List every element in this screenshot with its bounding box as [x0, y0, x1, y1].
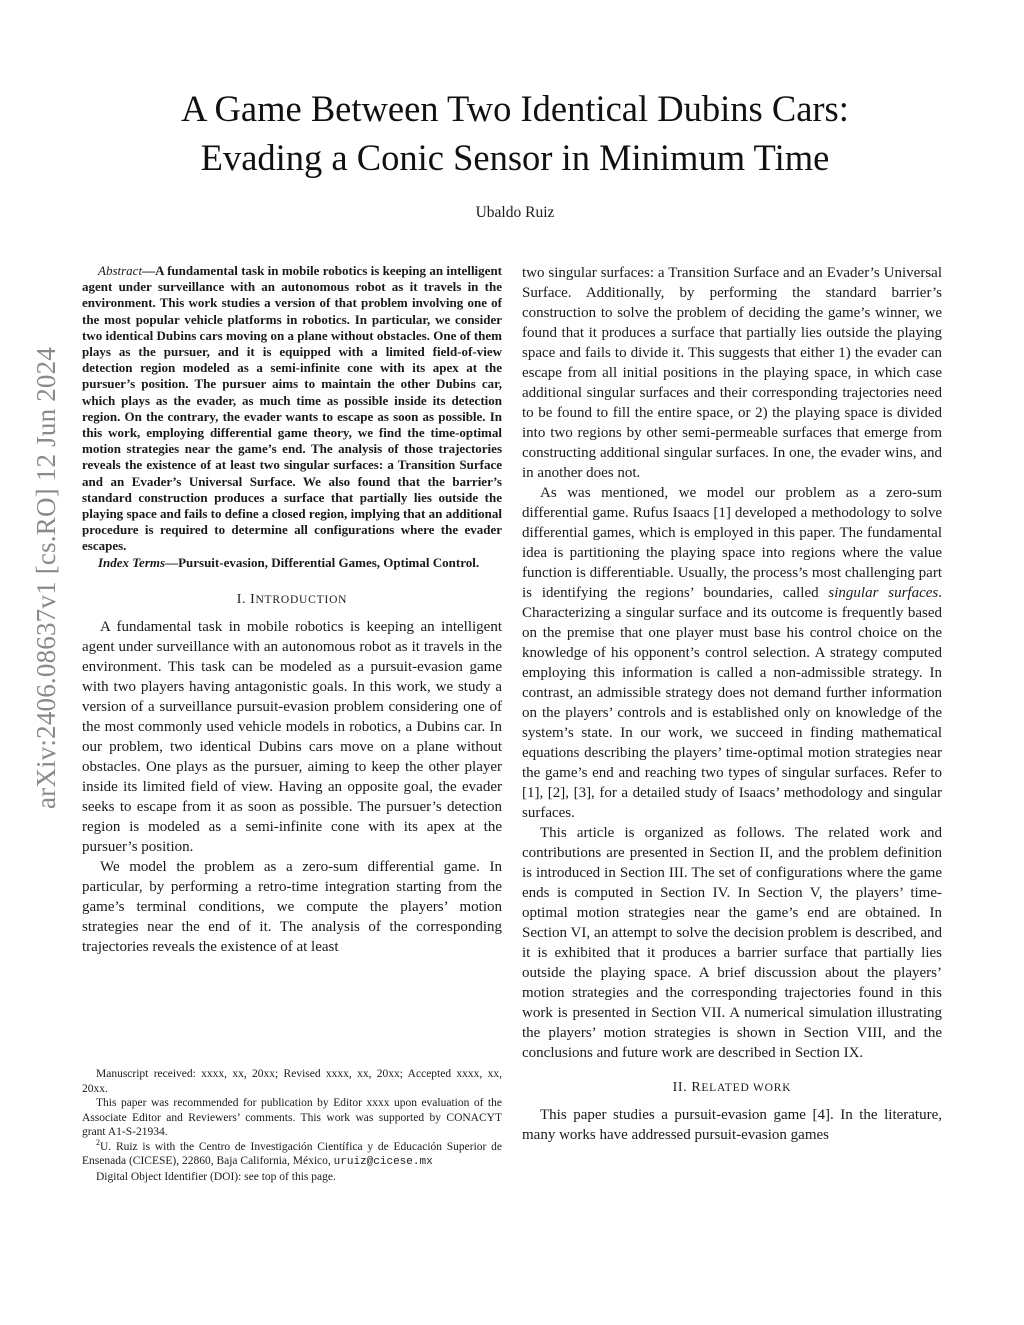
section-numeral: I.: [236, 591, 251, 607]
author-name: Ubaldo Ruiz: [475, 204, 555, 221]
paper-title-line-1: A Game Between Two Identical Dubins Cars:: [181, 88, 849, 129]
abstract-text: A fundamental task in mobile robotics is keeping an intelligent agent under surveillance with an autonomous robot as it travels in the environment. This work studies a version of that problem involving one of the most popular vehicle platforms in robotics. In particular, we consider two identical Dubins cars moving on a plane without obstacles. One of them plays as the pursuer, and it is equipped with a limited field-of-view detection region modeled as a semi-infinite cone with its apex at the pursuer’s position. The pursuer aims to maintain the other Dubins car, which plays as the evader, as much time as possible inside its detection region. On the contrary, the evader wants to escape as soon as possible. In this work, employing differential game theory, we find the time-optimal motion strategies near the game’s end. The analysis of those trajectories reveals the existence of at least two singular surfaces: a Transition Surface and an Evader’s Universal Surface. We also found that the barrier’s standard construction produces a surface that partially lies outside the playing space and fails to define a closed region, implying that an additional procedure is required to determine all configurations where the evader escapes.: [82, 263, 502, 554]
section-heading-related-work: [522, 1079, 942, 1097]
paper-title: [100, 84, 930, 182]
abstract-dash: —: [142, 263, 156, 278]
index-terms-label: Index Terms: [98, 554, 166, 570]
right-column: [522, 263, 942, 1145]
intro-paragraph-3: two singular surfaces: a Transition Surface and an Evader’s Universal Surface. Additionally, by performing the standard barrier’s construction to solve the problem of deciding the game’s winner, we found that it produces a surface that partially lies outside the playing space and fails to divide it. This suggests that either 1) the evader can escape from all initial positions in the playing space, in which case additional singular surfaces and their corresponding trajectories need to be found to fill the entire space, or 2) the playing space is divided into two regions by other semi-permeable surfaces that emerge from constructing additional singular surfaces. In one, the evader wins, and in another does not.: [522, 265, 942, 481]
section-heading-rest: ELATED WORK: [701, 1082, 792, 1094]
intro-paragraph-4-part-1: As was mentioned, we model our problem as a zero-sum differential game. Rufus Isaacs [1] developed a methodology to solve differential games, which is employed in this paper. The fundamental idea is partitioning the playing space into regions where the value function is differentiable. Usually, the process’s most challenging part is identifying the regions’ boundaries, called: [522, 485, 942, 601]
footnotes: [82, 1067, 502, 1184]
index-terms-text: —Pursuit-evasion, Differential Games, Optimal Control.: [165, 554, 480, 570]
section-heading-initial: I: [250, 591, 256, 607]
footnote-mark: 2: [96, 1137, 100, 1147]
related-work-paragraph-1: This paper studies a pursuit-evasion game [4]. In the literature, many works have addressed pursuit-evasion games: [522, 1107, 942, 1143]
footnote-doi: Digital Object Identifier (DOI): see top of this page.: [96, 1170, 336, 1183]
index-terms: [82, 555, 502, 571]
intro-paragraph-4-part-2: . Characterizing a singular surface and its outcome is frequently based on the premise that one player must base his control choice on the knowledge of his opponent’s control selection. A strategy computed employing this information is called a non-admissible strategy. In contrast, an admissible strategy does not demand further information on the players’ controls and is established only on knowledge of the system’s state. In our work, we succeed in finding mathematical equations describing the players’ time-optimal motion strategies near the game’s end and reaching two types of singular surfaces. Refer to [1], [2], [3], for a detailed study of Isaacs’ methodology and singular surfaces.: [522, 585, 942, 821]
footnote-manuscript: Manuscript received: xxxx, xx, 20xx; Revised xxxx, xx, 20xx; Accepted xxxx, xx, 20xx.: [82, 1068, 502, 1095]
section-numeral: II.: [672, 1080, 692, 1095]
abstract-label: Abstract: [98, 263, 143, 278]
footnote-affiliation-text: U. Ruiz is with the Centro de Investigación Científica y de Educación Superior de Ensenada (CICESE), 22860, Baja California, México,: [82, 1140, 502, 1167]
paper-title-line-2: Evading a Conic Sensor in Minimum Time: [200, 137, 830, 178]
footnote-affiliation: [82, 1137, 502, 1170]
intro-paragraph-1: A fundamental task in mobile robotics is keeping an intelligent agent under surveillance with an autonomous robot as it travels in the environment. This task can be modeled as a pursuit-evasion game with two players having antagonistic goals. In this work, we study a version of a surveillance pursuit-evasion problem considering one of the most commonly used vehicle models in robotics, a Dubins car. In our problem, two identical Dubins cars move on a plane without obstacles. One plays as the pursuer, aiming to keep the other player inside its limited field of view. Having an opposite goal, the evader seeks to escape from it as soon as possible. The pursuer’s detection region is modeled as a semi-infinite cone with its apex at the pursuer’s position.: [82, 618, 502, 855]
section-heading-initial: R: [691, 1080, 702, 1095]
footnote-recommendation: This paper was recommended for publication by Editor xxxx upon evaluation of the Associate Editor and Reviewers’ comments. This work was supported by CONACYT grant A1-S-21934.: [82, 1097, 502, 1138]
intro-paragraph-5: This article is organized as follows. The related work and contributions are presented in Section II, and the problem definition is introduced in Section III. The set of configurations where the game ends is computed in Section IV. In Section V, the players’ time-optimal motion strategies near the game’s end are obtained. In Section VI, an attempt to solve the decision problem is described, and it is exhibited that it produces a barrier surface that partially lies outside the playing space. A brief discussion about the players’ motion strategies and the corresponding trajectories found in this work is presented in Section VII. A numerical simulation illustrating the players’ motion strategies is shown in Section VIII, and the conclusions and future work are described in Section IX.: [522, 825, 942, 1061]
arxiv-identifier-stamp: arXiv:2406.08637v1 [cs.RO] 12 Jun 2024: [31, 346, 61, 810]
intro-paragraph-4: [522, 483, 942, 823]
singular-surfaces-term: singular surfaces: [828, 585, 939, 601]
abstract: [82, 263, 502, 555]
section-heading-rest: NTRODUCTION: [255, 593, 348, 606]
section-heading-introduction: [82, 591, 502, 609]
left-column: [82, 263, 502, 957]
intro-paragraph-2: We model the problem as a zero-sum differential game. In particular, by performing a retro-time integration starting from the game’s terminal conditions, we compute the players’ motion strategies near the end of it. The analysis of the corresponding trajectories reveals the existence of at least: [82, 858, 502, 955]
author-email: uruiz@cicese.mx: [333, 1156, 433, 1168]
